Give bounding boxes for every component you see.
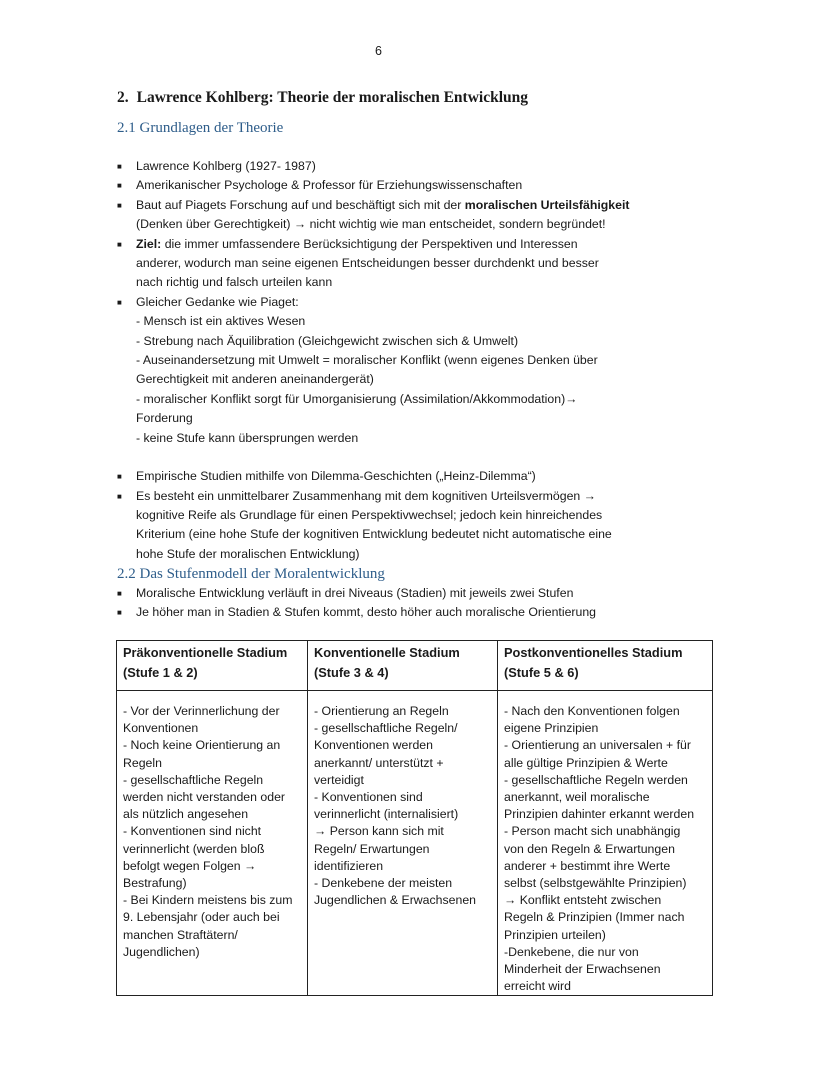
list-item-text: Empirische Studien mithilfe von Dilemma-Geschichten („Heinz-Dilemma“) <box>136 469 536 484</box>
list-item-text: Gleicher Gedanke wie Piaget: <box>136 294 299 309</box>
header-line: (Stufe 5 & 6) <box>504 664 579 680</box>
header-line: Konventionelle Stadium <box>314 645 460 660</box>
column-header-praekonventionell <box>117 641 308 691</box>
table-row <box>117 691 713 996</box>
bullet-icon: ■ <box>117 297 122 307</box>
bullet-icon: ■ <box>117 589 122 598</box>
list-item-text: Je höher man in Stadien & Stufen kommt, desto höher auch moralische Orientierung <box>136 605 597 619</box>
bullet-icon: ■ <box>117 181 122 191</box>
cell-line: - Orientierung an universalen + für <box>504 738 691 753</box>
list-item-text: Amerikanischer Psychologe & Professor für Erziehungswissenschaften <box>136 178 523 193</box>
list-item <box>117 487 687 565</box>
bold-term: moralischen Urteilsfähigkeit <box>464 197 630 212</box>
list-item-text: die immer umfassendere Berücksichtigung der Perspektiven und Interessen <box>161 236 578 251</box>
cell-line: eigene Prinzipien <box>504 721 599 736</box>
list-item-text: hohe Stufe der moralischen Entwicklung) <box>136 546 360 561</box>
cell-line: werden nicht verstanden oder <box>123 790 286 805</box>
cell-line: als nützlich angesehen <box>123 807 249 822</box>
list-item-text: - Mensch ist ein aktives Wesen <box>136 314 306 329</box>
cell-line: Regeln <box>123 755 162 770</box>
bullet-icon: ■ <box>117 608 122 617</box>
list-item-text: - moralischer Konflikt sorgt für Umorganisierung (Assimilation/Akkommodation)→ <box>136 391 578 406</box>
cell-line: alle gültige Prinzipien & Werte <box>504 755 668 770</box>
cell-line: manchen Straftätern/ <box>123 927 238 942</box>
header-line: Präkonventionelle Stadium <box>123 645 288 660</box>
bullet-icon: ■ <box>117 472 122 482</box>
bold-label: Ziel: <box>136 236 162 251</box>
cell-line: anderer + bestimmt ihre Werte <box>504 858 671 873</box>
bullet-icon: ■ <box>117 239 122 249</box>
list-item <box>117 467 687 486</box>
list-item-text: anderer, wodurch man seine eigenen Entscheidungen besser durchdenkt und besser <box>136 256 599 271</box>
list-item-text: Lawrence Kohlberg (1927- 1987) <box>136 159 316 173</box>
grundlagen-bullet-list <box>117 157 687 564</box>
cell-line: - Person macht sich unabhängig <box>504 824 681 839</box>
table-header-row <box>117 641 713 691</box>
list-item-text: Es besteht ein unmittelbarer Zusammenhang mit dem kognitiven Urteilsvermögen → <box>136 488 596 503</box>
page-number: 6 <box>375 44 382 58</box>
cell-line: erreicht wird <box>504 979 571 994</box>
cell-line: Jugendlichen) <box>123 944 200 959</box>
cell-line: - gesellschaftliche Regeln werden <box>504 772 688 787</box>
list-item <box>117 235 687 293</box>
cell-line: Konventionen <box>123 721 199 736</box>
cell-line: anerkannt, weil moralische <box>504 790 650 805</box>
cell-line: Regeln/ Erwartungen <box>314 841 430 856</box>
cell-line: -Denkebene, die nur von <box>504 944 639 959</box>
list-item-text: (Denken über Gerechtigkeit) → nicht wichtig wie man entscheidet, sondern begründet! <box>136 217 606 232</box>
cell-line: verinnerlicht (internalisiert) <box>314 807 459 822</box>
header-line: Postkonventionelles Stadium <box>504 645 683 660</box>
stufenmodell-bullet-list <box>117 584 687 622</box>
cell-line: identifizieren <box>314 858 384 873</box>
cell-line: anerkannt/ unterstützt + <box>314 755 444 770</box>
cell-line: Prinzipien dahinter erkannt werden <box>504 807 695 822</box>
stage-model-table <box>116 640 713 996</box>
cell-line: - Orientierung an Regeln <box>314 704 449 718</box>
bullet-icon: ■ <box>117 491 122 501</box>
list-item <box>117 176 687 195</box>
list-item-text: nach richtig und falsch urteilen kann <box>136 275 333 290</box>
list-item-text: kognitive Reife als Grundlage für einen Perspektivwechsel; jedoch kein hinreichendes <box>136 507 603 522</box>
cell-line: Prinzipien urteilen) <box>504 927 606 942</box>
cell-line: → Konflikt entsteht zwischen <box>504 893 662 908</box>
column-header-konventionell <box>308 641 498 691</box>
table-cell-praekonventionell <box>117 691 308 996</box>
subsection-heading-stufenmodell: 2.2 Das Stufenmodell der Moralentwicklung <box>117 566 385 582</box>
cell-line: - Vor der Verinnerlichung der <box>123 704 280 718</box>
list-item-text: Gerechtigkeit mit anderen aneinandergerät) <box>136 372 374 387</box>
list-item-text: Forderung <box>136 411 193 426</box>
header-line: (Stufe 1 & 2) <box>123 664 198 680</box>
list-item-text: Moralische Entwicklung verläuft in drei Niveaus (Stadien) mit jeweils zwei Stufen <box>136 586 574 600</box>
list-item <box>117 584 687 603</box>
list-item <box>117 196 687 235</box>
cell-line: befolgt wegen Folgen → <box>123 858 257 873</box>
cell-line: → Person kann sich mit <box>314 824 444 839</box>
cell-line: - gesellschaftliche Regeln/ <box>314 721 458 736</box>
header-line: (Stufe 3 & 4) <box>314 664 389 680</box>
list-item-text: - Strebung nach Äquilibration (Gleichgewicht zwischen sich & Umwelt) <box>136 333 519 348</box>
cell-line: - Denkebene der meisten <box>314 876 453 891</box>
cell-line: - Konventionen sind <box>314 790 423 805</box>
column-header-postkonventionell <box>498 641 713 691</box>
cell-line: - Bei Kindern meistens bis zum <box>123 893 293 908</box>
list-item-text: - keine Stufe kann übersprungen werden <box>136 430 359 445</box>
section-heading <box>117 89 528 107</box>
cell-line: Minderheit der Erwachsenen <box>504 962 661 977</box>
list-item-text: Kriterium (eine hohe Stufe der kognitiven Entwicklung bedeutet nicht automatische eine <box>136 527 612 542</box>
subsection-heading-grundlagen: 2.1 Grundlagen der Theorie <box>117 120 284 136</box>
list-item <box>117 157 687 176</box>
list-item-line <box>136 196 687 215</box>
cell-line: Jugendlichen & Erwachsenen <box>314 893 477 908</box>
bullet-icon: ■ <box>117 162 122 171</box>
cell-line: 9. Lebensjahr (oder auch bei <box>123 910 280 925</box>
cell-line: selbst (selbstgewählte Prinzipien) <box>504 876 687 891</box>
cell-line: Bestrafung) <box>123 876 187 891</box>
bullet-icon: ■ <box>117 200 122 210</box>
cell-line: Regeln & Prinzipien (Immer nach <box>504 910 685 925</box>
list-item <box>117 293 687 448</box>
cell-line: von den Regeln & Erwartungen <box>504 841 675 856</box>
cell-line: - Nach den Konventionen folgen <box>504 704 680 718</box>
cell-line: - Noch keine Orientierung an <box>123 738 281 753</box>
section-title: Lawrence Kohlberg: Theorie der moralischen Entwicklung <box>136 89 528 106</box>
list-item <box>117 603 687 622</box>
cell-line: - Konventionen sind nicht <box>123 824 262 839</box>
table-cell-konventionell <box>308 691 498 996</box>
section-number: 2. <box>117 89 129 106</box>
cell-line: - gesellschaftliche Regeln <box>123 772 264 787</box>
list-item-text: - Auseinandersetzung mit Umwelt = moralischer Konflikt (wenn eigenes Denken über <box>136 353 598 368</box>
table-cell-postkonventionell <box>498 691 713 996</box>
cell-line: Konventionen werden <box>314 738 433 753</box>
cell-line: verinnerlicht (werden bloß <box>123 841 265 856</box>
cell-line: verteidigt <box>314 772 364 787</box>
list-item-text: Baut auf Piagets Forschung auf und beschäftigt sich mit der <box>136 197 465 212</box>
list-item-line <box>136 235 687 254</box>
